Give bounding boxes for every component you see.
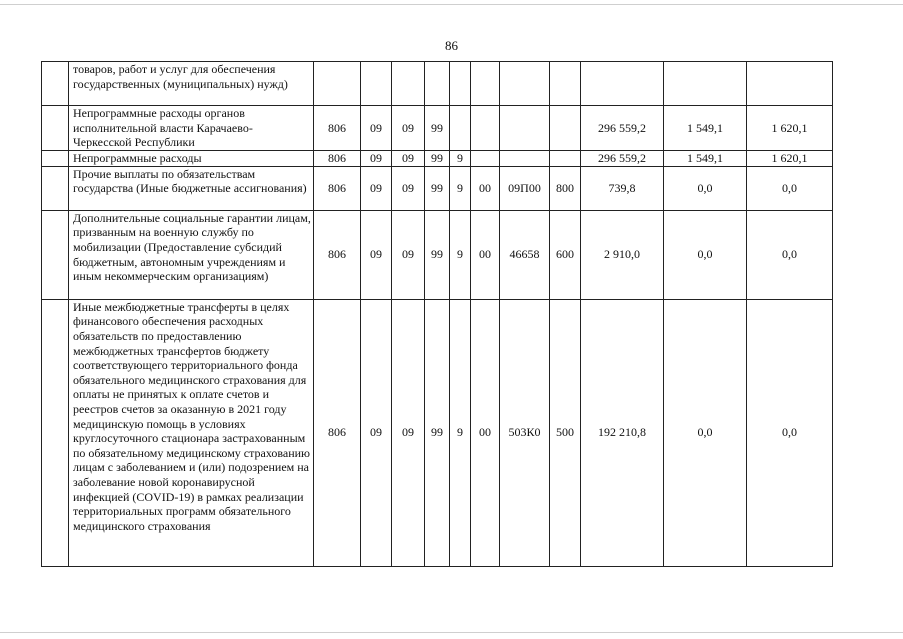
target-article-code-cell: 09П00 <box>500 166 550 210</box>
section-cell: 09 <box>361 150 392 166</box>
amount-year3-cell: 1 620,1 <box>747 150 833 166</box>
target-article-code-cell <box>500 150 550 166</box>
page-number: 86 <box>445 38 458 53</box>
grbs-cell: 806 <box>314 106 361 151</box>
expense-type-cell <box>550 62 581 106</box>
budget-table <box>41 61 833 567</box>
expense-name-cell: Прочие выплаты по обязательствам государства (Иные бюджетные ассигнования) <box>69 166 314 210</box>
amount-year2-cell: 0,0 <box>664 299 747 566</box>
amount-year1-cell: 2 910,0 <box>581 210 664 299</box>
subsection-cell: 09 <box>392 106 425 151</box>
expense-type-cell: 500 <box>550 299 581 566</box>
amount-year1-cell: 296 559,2 <box>581 150 664 166</box>
expense-type-cell <box>550 106 581 151</box>
amount-year1-cell: 192 210,8 <box>581 299 664 566</box>
section-cell: 09 <box>361 166 392 210</box>
target-article-code-cell <box>500 106 550 151</box>
row-index-cell <box>42 106 69 151</box>
grbs-cell: 806 <box>314 166 361 210</box>
target-article-event-cell: 00 <box>471 210 500 299</box>
expense-name-cell: Дополнительные социальные гарантии лицам, призванным на военную службу по мобилизации (Предоставление субсидий бюджетным, автономным учреждениям и иным некоммерческим организациям) <box>69 210 314 299</box>
target-article-event-cell: 00 <box>471 166 500 210</box>
amount-year3-cell <box>747 62 833 106</box>
amount-year1-cell <box>581 62 664 106</box>
section-cell: 09 <box>361 299 392 566</box>
target-article-event-cell <box>471 150 500 166</box>
amount-year3-cell: 1 620,1 <box>747 106 833 151</box>
amount-year3-cell: 0,0 <box>747 210 833 299</box>
expense-name-cell: товаров, работ и услуг для обеспечения государственных (муниципальных) нужд) <box>69 62 314 106</box>
section-cell: 09 <box>361 106 392 151</box>
expense-type-cell: 600 <box>550 210 581 299</box>
target-article-code-cell: 46658 <box>500 210 550 299</box>
row-index-cell <box>42 150 69 166</box>
target-article-code-cell: 503К0 <box>500 299 550 566</box>
target-article-program-cell: 99 <box>425 106 450 151</box>
subsection-cell: 09 <box>392 166 425 210</box>
amount-year1-cell: 296 559,2 <box>581 106 664 151</box>
amount-year2-cell: 0,0 <box>664 210 747 299</box>
table-row <box>42 106 833 151</box>
amount-year3-cell: 0,0 <box>747 166 833 210</box>
target-article-subprogram-cell <box>450 62 471 106</box>
grbs-cell <box>314 62 361 106</box>
row-index-cell <box>42 210 69 299</box>
section-cell: 09 <box>361 210 392 299</box>
target-article-subprogram-cell: 9 <box>450 210 471 299</box>
expense-name-cell: Непрограммные расходы <box>69 150 314 166</box>
target-article-subprogram-cell: 9 <box>450 166 471 210</box>
target-article-program-cell: 99 <box>425 210 450 299</box>
target-article-program-cell: 99 <box>425 299 450 566</box>
row-index-cell <box>42 299 69 566</box>
target-article-event-cell: 00 <box>471 299 500 566</box>
expense-name-cell: Иные межбюджетные трансферты в целях финансового обеспечения расходных обязательств по предоставлению межбюджетных трансфертов бюджету соответствующего территориального фонда обязательного медицинского страхования для оплаты не принятых к оплате счетов и реестров счетов за оказанную в 2021 году медицинскую помощь в условиях круглосуточного стационара застрахованным по обязательному медицинскому страхованию лицам с заболеванием и (или) подозрением на заболевание новой коронавирусной инфекцией (COVID-19) в рамках реализации территориальных программ обязательного медицинского страхования <box>69 299 314 566</box>
row-index-cell <box>42 62 69 106</box>
section-cell <box>361 62 392 106</box>
target-article-subprogram-cell: 9 <box>450 150 471 166</box>
subsection-cell <box>392 62 425 106</box>
target-article-program-cell: 99 <box>425 150 450 166</box>
expense-name-cell: Непрограммные расходы органов исполнительной власти Карачаево-Черкесской Республики <box>69 106 314 151</box>
amount-year3-cell: 0,0 <box>747 299 833 566</box>
grbs-cell: 806 <box>314 299 361 566</box>
subsection-cell: 09 <box>392 210 425 299</box>
target-article-event-cell <box>471 106 500 151</box>
target-article-event-cell <box>471 62 500 106</box>
grbs-cell: 806 <box>314 150 361 166</box>
amount-year1-cell: 739,8 <box>581 166 664 210</box>
target-article-code-cell <box>500 62 550 106</box>
expense-type-cell: 800 <box>550 166 581 210</box>
table-row <box>42 166 833 210</box>
target-article-program-cell <box>425 62 450 106</box>
amount-year2-cell: 0,0 <box>664 166 747 210</box>
grbs-cell: 806 <box>314 210 361 299</box>
amount-year2-cell <box>664 62 747 106</box>
target-article-subprogram-cell: 9 <box>450 299 471 566</box>
table-row <box>42 210 833 299</box>
target-article-subprogram-cell <box>450 106 471 151</box>
table-row <box>42 299 833 566</box>
subsection-cell: 09 <box>392 150 425 166</box>
subsection-cell: 09 <box>392 299 425 566</box>
amount-year2-cell: 1 549,1 <box>664 150 747 166</box>
row-index-cell <box>42 166 69 210</box>
table-row <box>42 62 833 106</box>
target-article-program-cell: 99 <box>425 166 450 210</box>
table-row <box>42 150 833 166</box>
expense-type-cell <box>550 150 581 166</box>
amount-year2-cell: 1 549,1 <box>664 106 747 151</box>
